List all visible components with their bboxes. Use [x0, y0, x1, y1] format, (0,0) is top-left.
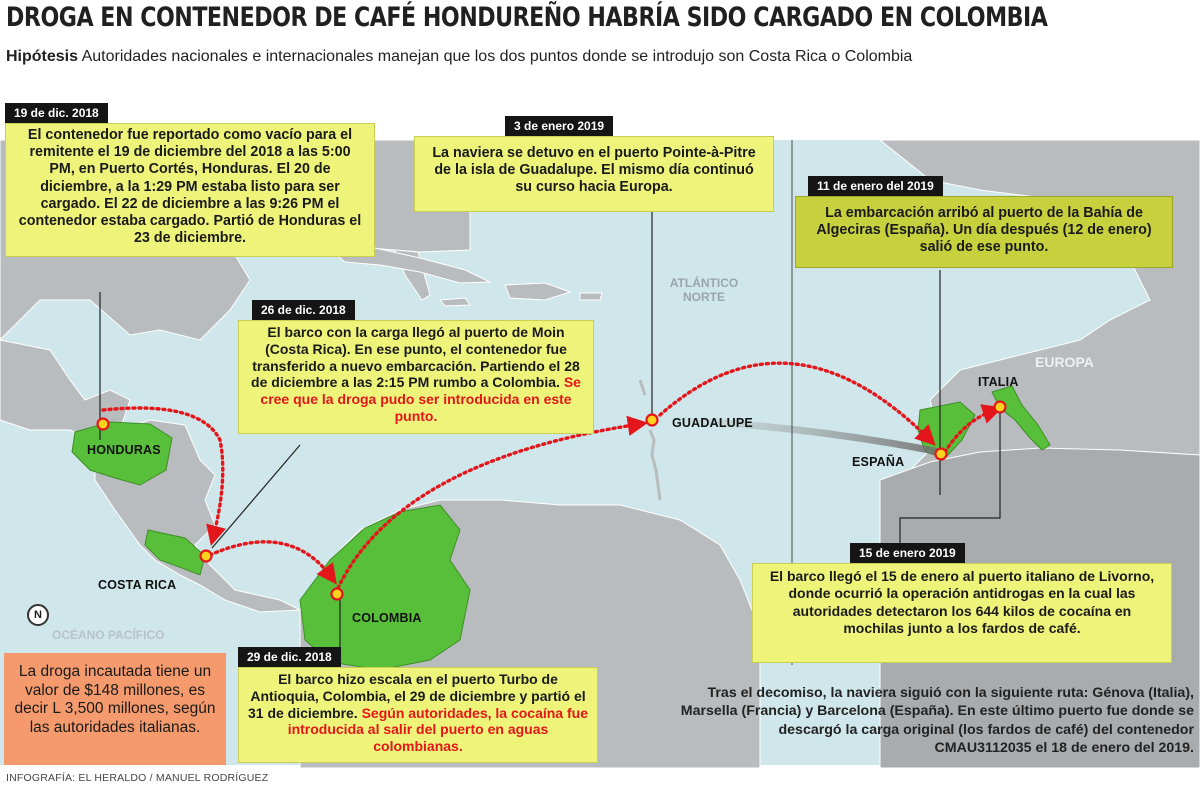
- date-tag-italia: 15 de enero 2019: [850, 543, 965, 563]
- event-costa-rica-highlight: Se cree que la droga pudo ser introducida en este punto.: [260, 374, 581, 424]
- date-tag-espana: 11 de enero del 2019: [808, 176, 943, 196]
- port-colombia: [332, 589, 343, 600]
- event-honduras-depart: Partió de Honduras el: [213, 213, 362, 230]
- date-tag-colombia: 29 de dic. 2018: [238, 647, 341, 667]
- credit-line: INFOGRAFÍA: EL HERALDO / MANUEL RODRÍGUEZ: [6, 772, 269, 784]
- label-atlantico: ATLÁNTICO NORTE: [669, 276, 739, 304]
- event-honduras-text: El contenedor fue reportado como vacío para el remitente el 19 de diciembre del 2018 a las 5:00 PM, en Puerto Cortés, Honduras. El 20 de diciembre, a la 1:29 PM estaba listo para ser cargado. El 22 de diciembre a las 9:26 PM el contenedor estaba cargado.: [18, 127, 353, 230]
- label-guadalupe: GUADALUPE: [672, 416, 753, 430]
- route-note: Tras el decomiso, la naviera siguió con la siguiente ruta: Génova (Italia), Marsella (Francia) y Barcelona (España). En este último puerto fue donde se descargó la carga original (los fardos de café) del contenedor CMAU3112035 el 18 de enero del 2019.: [680, 685, 1194, 757]
- hypothesis-text: Autoridades nacionales e internacionales manejan que los dos puntos donde se introdujo son Costa Rica o Colombia: [81, 48, 913, 65]
- label-espana: ESPAÑA: [852, 455, 905, 469]
- event-costa-rica-text: El barco con la carga llegó al puerto de Moin (Costa Rica). En ese punto, el contenedor fue transferido a nuevo embarcación. Partiendo el 28 de diciembre a las 2:15 PM rumbo a Colombia.: [251, 324, 580, 391]
- event-box-italia: El barco llegó el 15 de enero al puerto italiano de Livorno, donde ocurrió la operación antidrogas en la cual las autoridades detectaron los 644 kilos de cocaína en mochilas junto a los fardos de café.: [752, 563, 1172, 663]
- label-europa: EUROPA: [1035, 354, 1094, 370]
- label-colombia: COLOMBIA: [352, 611, 422, 625]
- event-box-honduras: [5, 123, 375, 257]
- date-tag-costa-rica: 26 de dic. 2018: [252, 300, 355, 320]
- port-honduras: [98, 419, 109, 430]
- event-box-espana: La embarcación arribó al puerto de la Bahía de Algeciras (España). Un día después (12 de enero) salió de ese punto.: [795, 196, 1173, 268]
- event-honduras-date-bold: 23 de diciembre: [133, 230, 243, 247]
- label-costa-rica: COSTA RICA: [98, 578, 177, 592]
- label-pacifico: OCÉANO PACÍFICO: [52, 628, 165, 642]
- port-costarica: [201, 551, 212, 562]
- event-box-costa-rica: [238, 320, 594, 434]
- event-honduras-period: .: [242, 230, 247, 247]
- drug-value-note: La droga incautada tiene un valor de $148 millones, es decir L 3,500 millones, según las autoridades italianas.: [4, 653, 226, 765]
- date-tag-guadalupe: 3 de enero 2019: [505, 116, 613, 136]
- port-guadalupe: [647, 415, 658, 426]
- event-box-guadalupe: La naviera se detuvo en el puerto Pointe-à-Pitre de la isla de Guadalupe. El mismo día continuó su curso hacia Europa.: [414, 136, 774, 212]
- event-colombia-highlight: Según autoridades, la cocaína fue introducida al salir del puerto en aguas colombianas.: [287, 704, 588, 755]
- date-tag-honduras: 19 de dic. 2018: [5, 103, 108, 123]
- port-espana: [936, 449, 947, 460]
- label-italia: ITALIA: [978, 375, 1019, 389]
- headline: DROGA EN CONTENEDOR DE CAFÉ HONDUREÑO HABRÍA SIDO CARGADO EN COLOMBIA: [6, 2, 1048, 33]
- compass-icon: N: [27, 604, 49, 626]
- land-jamaica: [440, 298, 470, 306]
- land-puerto-rico: [580, 293, 602, 300]
- event-colombia-text: El barco hizo escala en el puerto Turbo de Antioquia, Colombia, el 29 de diciembre y partió el 31 de diciembre.: [247, 671, 586, 721]
- hypothesis-line: [6, 48, 912, 66]
- hypothesis-label: Hipótesis: [6, 48, 79, 65]
- event-box-colombia: [238, 667, 598, 763]
- label-honduras: HONDURAS: [87, 443, 161, 457]
- port-italia: [995, 402, 1006, 413]
